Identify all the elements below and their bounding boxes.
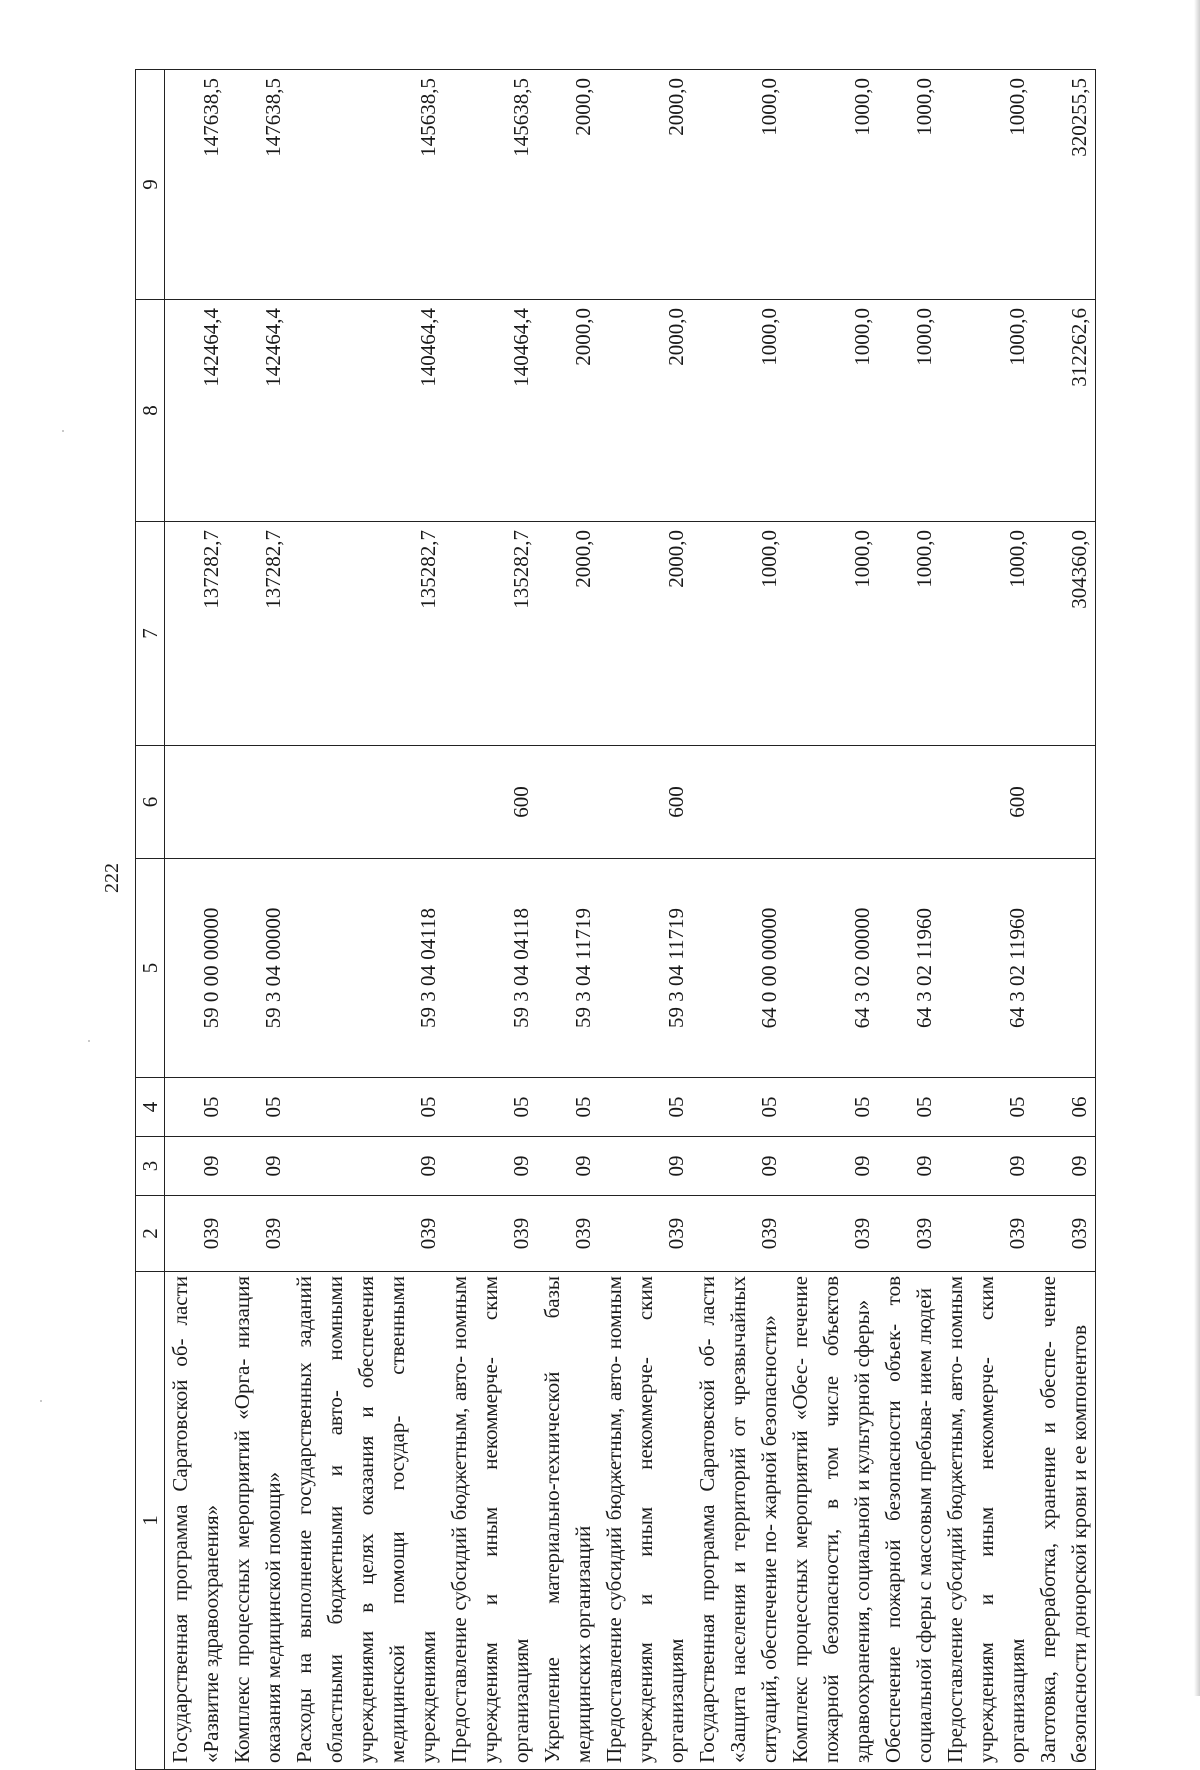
target-article-code: 64 0 00 00000 bbox=[692, 859, 785, 1078]
amount-year-3: 145638,5 bbox=[289, 70, 444, 300]
budget-table-rotated bbox=[135, 70, 1200, 1770]
header-cell-2: 2 bbox=[136, 1196, 165, 1272]
target-article-code: 59 3 04 04118 bbox=[444, 859, 537, 1078]
section-code: 09 bbox=[599, 1137, 692, 1196]
target-article-code: 59 3 04 11719 bbox=[599, 859, 692, 1078]
subsection-code: 05 bbox=[227, 1078, 289, 1137]
expense-type-code bbox=[878, 746, 940, 859]
expense-type-code bbox=[537, 746, 599, 859]
row-name: Обеспечение пожарной безопасности объек- тов социальной сферы с массовым пребыва- нием людей bbox=[878, 1272, 940, 1770]
row-name: Государственная программа Саратовской об- ласти «Защита населения и территорий от чрезвычайных ситуаций, обеспечение по- жарной безопасности» bbox=[692, 1272, 785, 1770]
section-code: 09 bbox=[785, 1137, 878, 1196]
table-row bbox=[444, 70, 537, 1770]
ministry-code: 039 bbox=[289, 1196, 444, 1272]
expense-type-code bbox=[692, 746, 785, 859]
ministry-code: 039 bbox=[940, 1196, 1033, 1272]
table-row bbox=[165, 70, 228, 1770]
expense-type-code bbox=[227, 746, 289, 859]
target-article-code: 64 3 02 11960 bbox=[878, 859, 940, 1078]
section-code: 09 bbox=[537, 1137, 599, 1196]
row-name: Комплекс процессных мероприятий «Орга- низация оказания медицинской помощи» bbox=[227, 1272, 289, 1770]
subsection-code: 05 bbox=[289, 1078, 444, 1137]
target-article-code: 59 0 00 00000 bbox=[165, 859, 228, 1078]
scan-speck bbox=[88, 1040, 90, 1042]
amount-year-1: 1000,0 bbox=[940, 522, 1033, 746]
amount-year-1: 1000,0 bbox=[692, 522, 785, 746]
table-row bbox=[599, 70, 692, 1770]
ministry-code: 039 bbox=[537, 1196, 599, 1272]
amount-year-3: 1000,0 bbox=[692, 70, 785, 300]
target-article-code bbox=[1033, 859, 1096, 1078]
header-row bbox=[136, 70, 165, 1770]
amount-year-2: 1000,0 bbox=[940, 300, 1033, 522]
scan-speck bbox=[62, 430, 64, 432]
amount-year-1: 304360,0 bbox=[1033, 522, 1096, 746]
row-name: Предоставление субсидий бюджетным, авто- номным учреждениям и иным некоммерче- ским организациям bbox=[444, 1272, 537, 1770]
ministry-code: 039 bbox=[1033, 1196, 1096, 1272]
amount-year-2: 2000,0 bbox=[599, 300, 692, 522]
amount-year-3: 1000,0 bbox=[878, 70, 940, 300]
row-name: Предоставление субсидий бюджетным, авто- номным учреждениям и иным некоммерче- ским организациям bbox=[599, 1272, 692, 1770]
header-cell-9: 9 bbox=[136, 70, 165, 300]
amount-year-1: 2000,0 bbox=[537, 522, 599, 746]
ministry-code: 039 bbox=[785, 1196, 878, 1272]
section-code: 09 bbox=[940, 1137, 1033, 1196]
amount-year-3: 2000,0 bbox=[599, 70, 692, 300]
amount-year-2: 140464,4 bbox=[444, 300, 537, 522]
amount-year-1: 2000,0 bbox=[599, 522, 692, 746]
row-name: Заготовка, переработка, хранение и обеспе- чение безопасности донорской крови и ее компонентов bbox=[1033, 1272, 1096, 1770]
row-name: Комплекс процессных мероприятий «Обес- печение пожарной безопасности, в том числе объектов здравоохранения, социальной и культурной сферы» bbox=[785, 1272, 878, 1770]
target-article-code: 64 3 02 11960 bbox=[940, 859, 1033, 1078]
amount-year-3: 320255,5 bbox=[1033, 70, 1096, 300]
amount-year-1: 135282,7 bbox=[444, 522, 537, 746]
subsection-code: 05 bbox=[940, 1078, 1033, 1137]
amount-year-2: 2000,0 bbox=[537, 300, 599, 522]
table-row bbox=[289, 70, 444, 1770]
amount-year-1: 137282,7 bbox=[165, 522, 228, 746]
target-article-code: 59 3 04 11719 bbox=[537, 859, 599, 1078]
section-code: 09 bbox=[692, 1137, 785, 1196]
amount-year-1: 137282,7 bbox=[227, 522, 289, 746]
subsection-code: 05 bbox=[599, 1078, 692, 1137]
subsection-code: 05 bbox=[692, 1078, 785, 1137]
header-cell-1: 1 bbox=[136, 1272, 165, 1770]
amount-year-2: 1000,0 bbox=[692, 300, 785, 522]
subsection-code: 05 bbox=[785, 1078, 878, 1137]
table-row bbox=[227, 70, 289, 1770]
ministry-code: 039 bbox=[878, 1196, 940, 1272]
expense-type-code bbox=[289, 746, 444, 859]
ministry-code: 039 bbox=[444, 1196, 537, 1272]
row-name: Расходы на выполнение государственных заданий областными бюджетными и авто- номными учреждениями в целях оказания и обеспечения медицинской помощи государ- ственными учреждениями bbox=[289, 1272, 444, 1770]
subsection-code: 05 bbox=[878, 1078, 940, 1137]
budget-table bbox=[135, 69, 1096, 1770]
amount-year-3: 1000,0 bbox=[940, 70, 1033, 300]
row-name: Государственная программа Саратовской об- ласти «Развитие здравоохранения» bbox=[165, 1272, 228, 1770]
table-row bbox=[537, 70, 599, 1770]
section-code: 09 bbox=[1033, 1137, 1096, 1196]
amount-year-1: 135282,7 bbox=[289, 522, 444, 746]
ministry-code: 039 bbox=[692, 1196, 785, 1272]
section-code: 09 bbox=[289, 1137, 444, 1196]
table-row bbox=[1033, 70, 1096, 1770]
amount-year-2: 142464,4 bbox=[227, 300, 289, 522]
subsection-code: 05 bbox=[537, 1078, 599, 1137]
row-name: Укрепление материально-технической базы медицинских организаций bbox=[537, 1272, 599, 1770]
subsection-code: 05 bbox=[444, 1078, 537, 1137]
amount-year-2: 140464,4 bbox=[289, 300, 444, 522]
target-article-code: 59 3 04 00000 bbox=[227, 859, 289, 1078]
amount-year-3: 147638,5 bbox=[227, 70, 289, 300]
header-cell-3: 3 bbox=[136, 1137, 165, 1196]
subsection-code: 06 bbox=[1033, 1078, 1096, 1137]
ministry-code: 039 bbox=[227, 1196, 289, 1272]
amount-year-3: 1000,0 bbox=[785, 70, 878, 300]
scan-speck bbox=[40, 1400, 42, 1402]
amount-year-3: 145638,5 bbox=[444, 70, 537, 300]
ministry-code: 039 bbox=[165, 1196, 228, 1272]
target-article-code: 59 3 04 04118 bbox=[289, 859, 444, 1078]
table-row bbox=[878, 70, 940, 1770]
table-row bbox=[940, 70, 1033, 1770]
header-cell-4: 4 bbox=[136, 1078, 165, 1137]
subsection-code: 05 bbox=[165, 1078, 228, 1137]
header-cell-8: 8 bbox=[136, 300, 165, 522]
header-cell-6: 6 bbox=[136, 746, 165, 859]
section-code: 09 bbox=[227, 1137, 289, 1196]
expense-type-code bbox=[785, 746, 878, 859]
expense-type-code bbox=[165, 746, 228, 859]
header-cell-7: 7 bbox=[136, 522, 165, 746]
ministry-code: 039 bbox=[599, 1196, 692, 1272]
amount-year-2: 142464,4 bbox=[165, 300, 228, 522]
section-code: 09 bbox=[165, 1137, 228, 1196]
section-code: 09 bbox=[444, 1137, 537, 1196]
section-code: 09 bbox=[878, 1137, 940, 1196]
amount-year-3: 2000,0 bbox=[537, 70, 599, 300]
row-name: Предоставление субсидий бюджетным, авто- номным учреждениям и иным некоммерче- ским организациям bbox=[940, 1272, 1033, 1770]
amount-year-2: 312262,6 bbox=[1033, 300, 1096, 522]
expense-type-code: 600 bbox=[940, 746, 1033, 859]
page-number: 222 bbox=[101, 863, 123, 893]
amount-year-3: 147638,5 bbox=[165, 70, 228, 300]
expense-type-code: 600 bbox=[599, 746, 692, 859]
amount-year-2: 1000,0 bbox=[878, 300, 940, 522]
table-row bbox=[785, 70, 878, 1770]
amount-year-2: 1000,0 bbox=[785, 300, 878, 522]
expense-type-code bbox=[1033, 746, 1096, 859]
target-article-code: 64 3 02 00000 bbox=[785, 859, 878, 1078]
expense-type-code: 600 bbox=[444, 746, 537, 859]
header-cell-5: 5 bbox=[136, 859, 165, 1078]
table-row bbox=[692, 70, 785, 1770]
amount-year-1: 1000,0 bbox=[785, 522, 878, 746]
amount-year-1: 1000,0 bbox=[878, 522, 940, 746]
